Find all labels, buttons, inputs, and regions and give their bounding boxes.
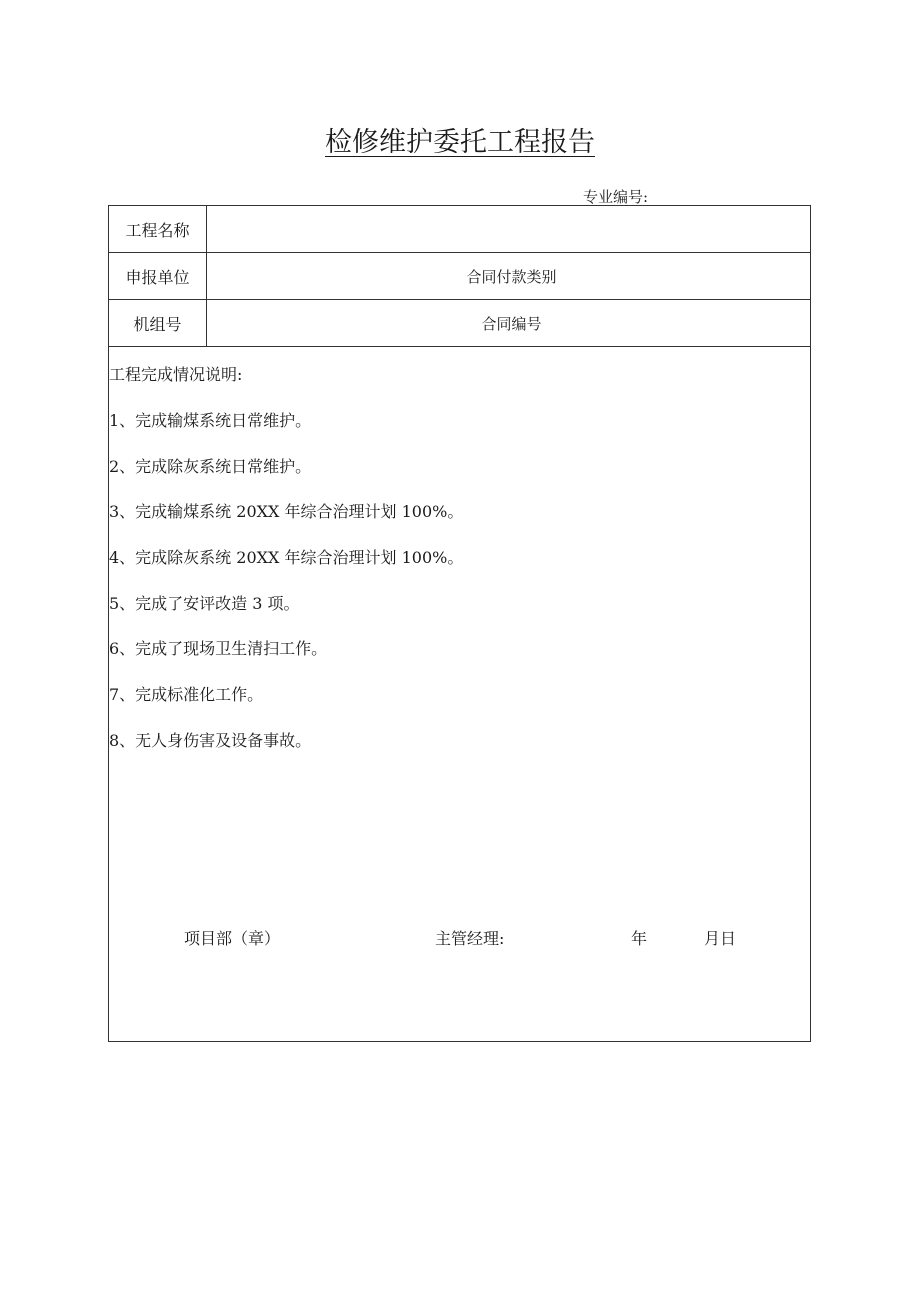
list-item: 7、完成标准化工作。 xyxy=(109,685,264,704)
project-name-field[interactable] xyxy=(207,206,810,252)
month-day-label: 月日 xyxy=(704,929,737,948)
row-label-applicant-unit: 申报单位 xyxy=(109,253,207,299)
table-row xyxy=(109,206,810,253)
row-label-project-name: 工程名称 xyxy=(109,206,207,252)
list-item: 3、完成输煤系统 20XX 年综合治理计划 100%。 xyxy=(109,502,464,521)
project-dept-seal-label: 项目部（章） xyxy=(184,929,281,948)
table-row xyxy=(109,300,810,347)
list-item: 2、完成除灰系统日常维护。 xyxy=(109,457,312,476)
list-item: 6、完成了现场卫生清扫工作。 xyxy=(109,639,328,658)
contract-number[interactable] xyxy=(207,300,810,346)
description-heading: 工程完成情况说明: xyxy=(109,365,243,384)
list-item: 4、完成除灰系统 20XX 年综合治理计划 100%。 xyxy=(109,548,464,567)
year-label: 年 xyxy=(631,929,648,948)
list-item: 1、完成输煤系统日常维护。 xyxy=(109,411,312,430)
manager-label: 主管经理: xyxy=(435,929,505,948)
row-label-unit-number: 机组号 xyxy=(109,300,207,346)
report-form xyxy=(108,205,811,1042)
contract-payment-category-label: 合同付款类别 xyxy=(466,267,557,286)
contract-number-label: 合同编号 xyxy=(481,314,542,333)
list-item: 5、完成了安评改造 3 项。 xyxy=(109,594,300,613)
list-item: 8、无人身伤害及设备事故。 xyxy=(109,731,312,750)
contract-payment-category[interactable] xyxy=(207,253,810,299)
table-row xyxy=(109,253,810,300)
page-title: 检修维护委托工程报告 xyxy=(325,127,595,158)
spec-number-label: 专业编号: xyxy=(583,188,649,206)
